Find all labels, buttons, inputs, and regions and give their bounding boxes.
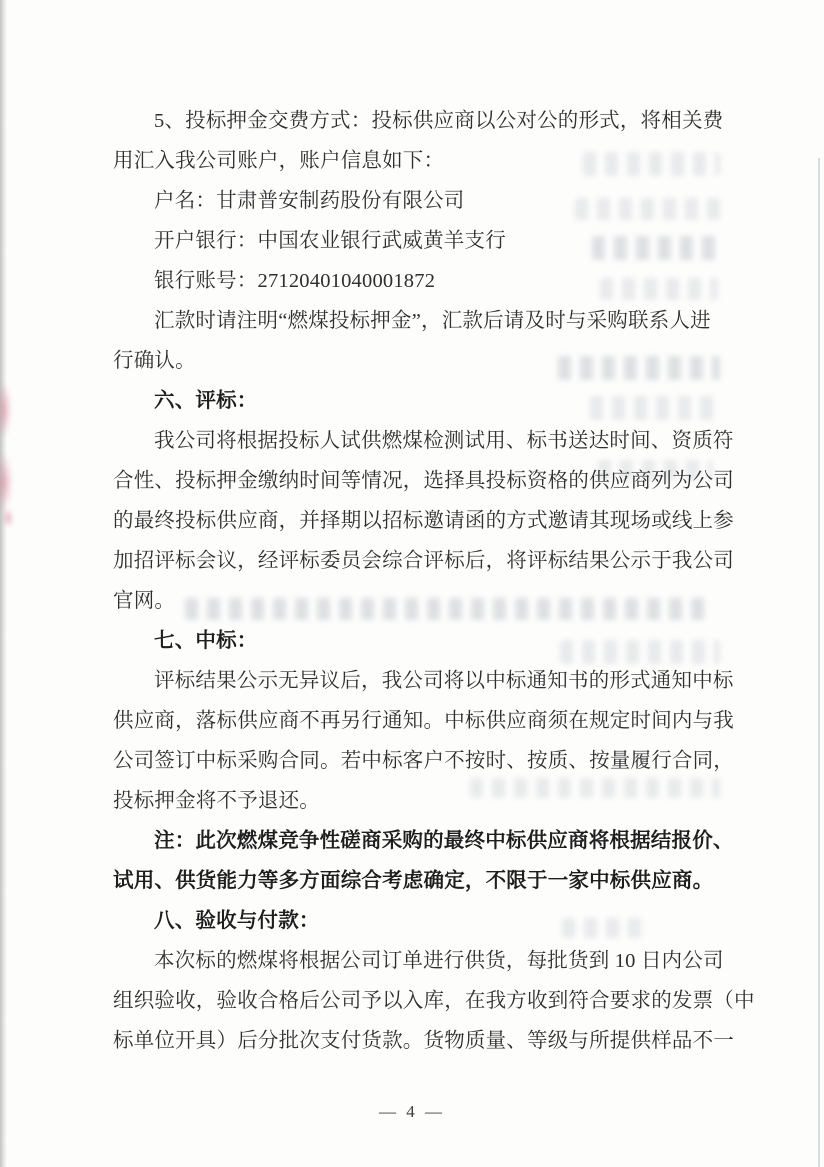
scan-edge-left [0, 0, 7, 1167]
text-line: 合性、投标押金缴纳时间等情况，选择具投标资格的供应商列为公司 [113, 470, 734, 492]
note-line: 注：此次燃煤竞争性磋商采购的最终中标供应商将根据结报价、 [154, 830, 734, 852]
section-heading-evaluation: 六、评标： [154, 390, 258, 412]
text-line: 的最终投标供应商，并择期以招标邀请函的方式邀请其现场或线上参 [113, 510, 734, 532]
bank-account-line: 银行账号：27120401040001872 [154, 270, 436, 292]
text-line: 5、投标押金交费方式：投标供应商以公对公的形式，将相关费 [154, 110, 724, 132]
text-line: 加招评标会议，经评标委员会综合评标后，将评标结果公示于我公司 [113, 550, 734, 572]
text-line: 标单位开具）后分批次支付货款。货物质量、等级与所提供样品不一 [113, 1030, 734, 1052]
document-body [113, 101, 755, 1061]
text-line: 行确认。 [113, 350, 196, 372]
note-line: 试用、供货能力等多方面综合考虑确定，不限于一家中标供应商。 [113, 870, 714, 892]
text-line: 供应商，落标供应商不再另行通知。中标供应商须在规定时间内与我 [113, 710, 734, 732]
section-heading-acceptance-payment: 八、验收与付款： [154, 910, 320, 932]
bank-name-line: 开户银行：中国农业银行武威黄羊支行 [154, 230, 506, 252]
page-number: — 4 — [379, 1102, 445, 1121]
text-line: 投标押金将不予退还。 [113, 790, 320, 812]
red-ink-smudge [0, 382, 12, 438]
text-line: 公司签订中标采购合同。若中标客户不按时、按质、按量履行合同， [113, 750, 734, 772]
text-line: 官网。 [113, 590, 176, 612]
red-ink-smudge [2, 508, 14, 528]
text-line: 组织验收，验收合格后公司予以入库，在我方收到符合要求的发票（中 [113, 990, 755, 1012]
text-line: 本次标的燃煤将根据公司订单进行供货，每批货到 10 日内公司 [154, 950, 724, 972]
text-line: 评标结果公示无异议后，我公司将以中标通知书的形式通知中标 [154, 670, 734, 692]
section-heading-award: 七、中标： [154, 630, 258, 652]
account-name-line: 户名：甘肃普安制药股份有限公司 [154, 190, 465, 212]
text-line: 汇款时请注明“燃煤投标押金”，汇款后请及时与采购联系人进 [154, 310, 711, 332]
red-ink-smudge [0, 452, 13, 512]
page-edge-line [818, 158, 820, 1167]
text-line: 用汇入我公司账户，账户信息如下： [113, 150, 445, 172]
text-line: 我公司将根据投标人试供燃煤检测试用、标书送达时间、资质符 [154, 430, 734, 452]
